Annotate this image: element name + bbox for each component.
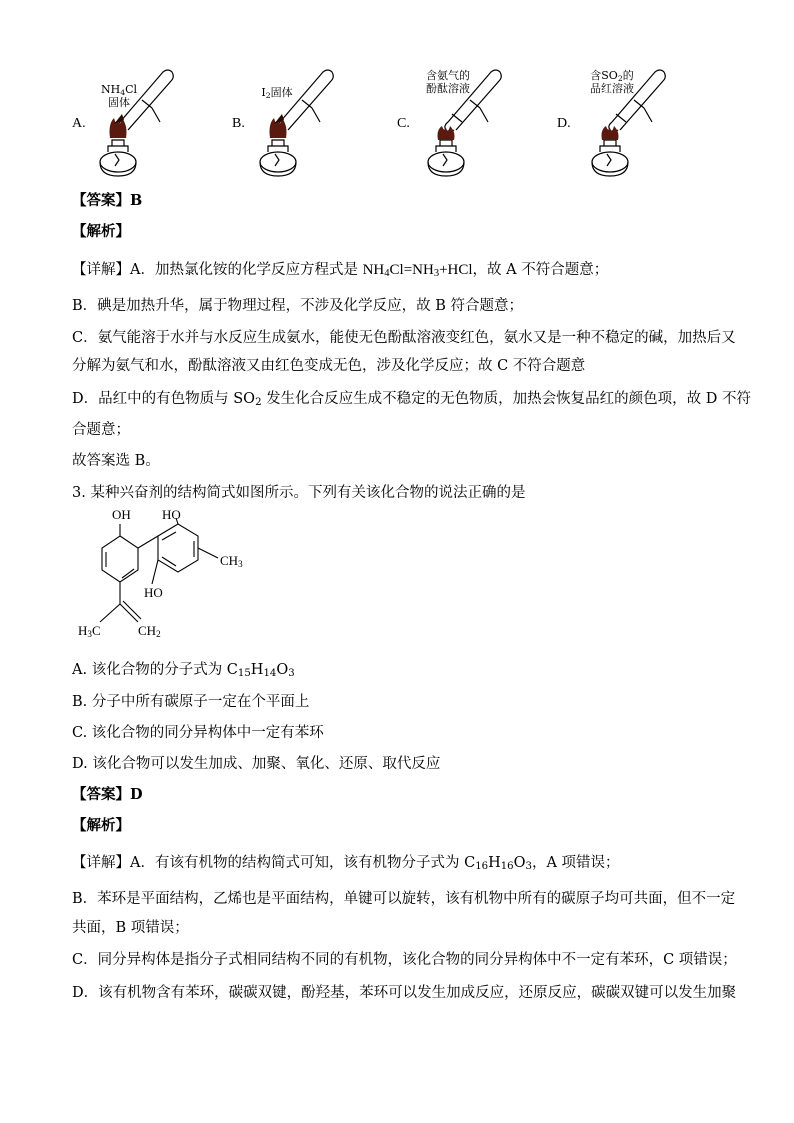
- q2-detail-c-line2: 分解为氨气和水，酚酞溶液又由红色变成无色，涉及化学反应；故 C 不符合题意: [72, 358, 586, 374]
- heating-apparatus-d-icon: [578, 60, 688, 185]
- q3-analysis-heading: 【解析】: [72, 817, 130, 834]
- q2-detail-a: [72, 260, 608, 280]
- q2-detail-d-line2: 合题意；: [72, 422, 130, 438]
- q2-detail-a-suffix: ，故 A 不符合题意；: [472, 262, 609, 278]
- q3-answer: 【答案】D: [72, 786, 143, 803]
- q2-analysis-heading: 【解析】: [72, 223, 130, 240]
- apparatus-c-label: 含氨气的 酚酞溶液: [426, 69, 470, 95]
- apparatus-d-label: 含$SO_2$的 品红溶液: [590, 69, 634, 95]
- mol-oh-label: OH: [112, 507, 131, 522]
- molecule-structure: [72, 508, 252, 648]
- q2-detail-d-line1: D．品红中的有色物质与 $SO_2$ 发生化合反应生成不稳定的无色物质，加热会恢复品红的颜色项，故 D 不符: [72, 391, 751, 408]
- q3-option-d: D. 该化合物可以发生加成、加聚、氧化、还原、取代反应: [72, 756, 441, 772]
- q2-detail-b: B．碘是加热升华，属于物理过程，不涉及化学反应，故 B 符合题意；: [72, 298, 524, 314]
- q3-stem: 3. 某种兴奋剂的结构简式如图所示。下列有关该化合物的说法正确的是: [72, 485, 526, 501]
- heating-apparatus-c-icon: [414, 60, 524, 185]
- q2-detail-c-line1: C．氨气能溶于水并与水反应生成氨水，能使无色酚酞溶液变红色，氨水又是一种不稳定的碱，加热后又: [72, 330, 736, 346]
- q2-detail-a-formula: $NH_4Cl=NH_3+HCl$: [362, 262, 473, 279]
- q3-option-b: B. 分子中所有碳原子一定在个平面上: [72, 694, 310, 710]
- mol-h3c-label: $H_3C$: [78, 623, 101, 639]
- apparatus-b-letter: B.: [232, 116, 245, 131]
- mol-ch3-label: $CH_3$: [220, 553, 243, 569]
- apparatus-c-letter: C.: [397, 116, 410, 131]
- mol-ho-bottom-label: HO: [144, 585, 163, 600]
- apparatus-a-label: $NH_4Cl$ 固体: [100, 83, 138, 109]
- q2-detail-a-prefix: 【详解】A．加热氯化铵的化学反应方程式是: [72, 262, 363, 278]
- q3-detail-b-line2: 共面，B 项错误；: [72, 920, 189, 936]
- apparatus-b-label: $I_2$固体: [261, 86, 293, 100]
- heating-apparatus-a-icon: [86, 60, 196, 185]
- q3-detail-a: 【详解】A．有该有机物的结构简式可知，该有机物分子式为 $C_{16}H_{16}O_3$，A 项错误；: [72, 855, 620, 872]
- apparatus-d-letter: D.: [557, 116, 571, 131]
- q3-option-c: C. 该化合物的同分异构体中一定有苯环: [72, 725, 324, 741]
- q3-detail-c: C．同分异构体是指分子式相同结构不同的有机物，该化合物的同分异构体中不一定有苯环，C 项错误；: [72, 952, 737, 968]
- heating-apparatus-b-icon: [246, 60, 356, 185]
- mol-ch2-label: $CH_2$: [138, 623, 161, 639]
- q3-option-a: A. 该化合物的分子式为 $C_{15}H_{14}O_3$: [72, 662, 295, 679]
- mol-ho-top-label: HO: [162, 507, 181, 522]
- q2-answer: 【答案】B: [72, 192, 143, 209]
- q2-conclusion: 故答案选 B。: [72, 453, 160, 469]
- apparatus-a-letter: A.: [72, 116, 86, 131]
- q3-detail-b-line1: B．苯环是平面结构，乙烯也是平面结构，单键可以旋转，该有机物中所有的碳原子均可共面，但不一定: [72, 891, 736, 907]
- q3-detail-d: D．该有机物含有苯环，碳碳双键，酚羟基，苯环可以发生加成反应，还原反应，碳碳双键可以发生加聚: [72, 985, 737, 1001]
